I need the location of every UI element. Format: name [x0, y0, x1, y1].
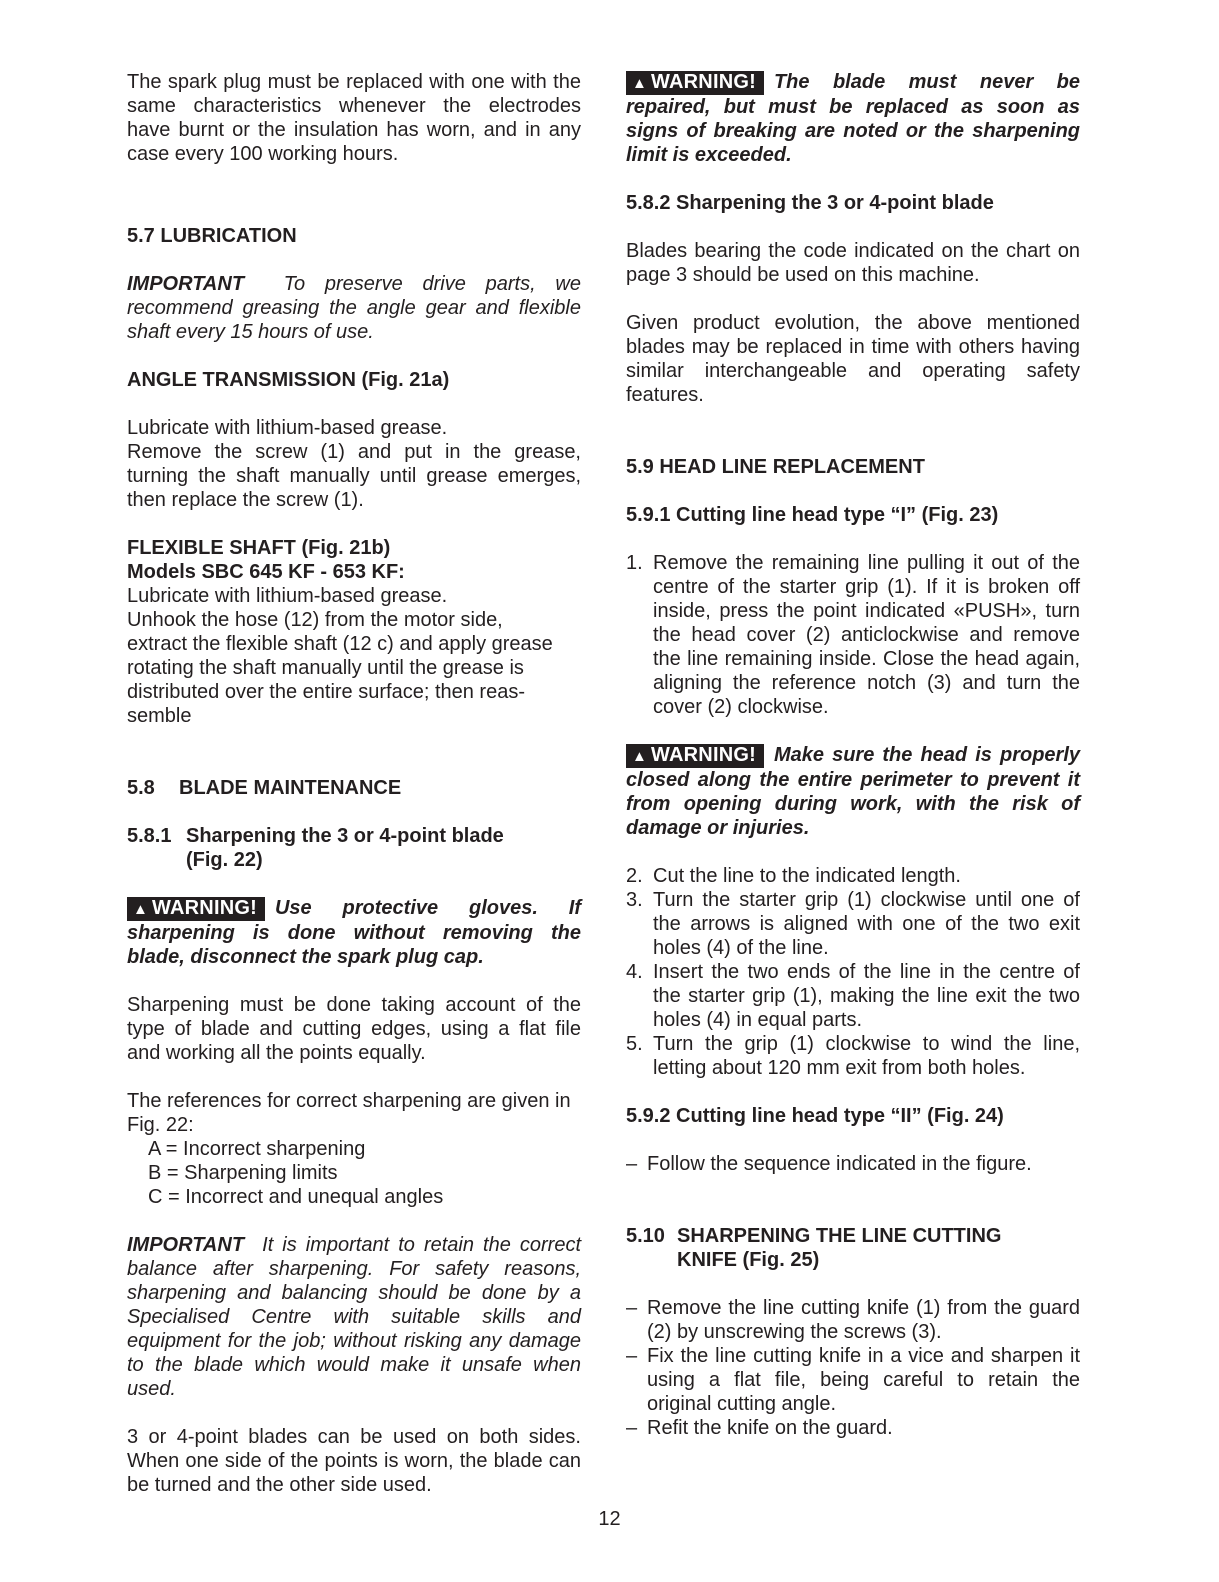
step-4 [626, 960, 1080, 1032]
step-2 [626, 864, 1080, 888]
step-text: Turn the grip (1) clockwise to wind the line, letting about 120 mm exit from both holes. [653, 1033, 1080, 1079]
page-number: 12 [598, 1508, 621, 1530]
warning-badge [626, 744, 764, 768]
sharpening-heading-text: Sharpening the 3 or 4-point blade [186, 825, 504, 847]
knife-item-text: Fix the line cutting knife in a vice and sharpen it using a flat file, being careful to retain the original cutting angle. [647, 1345, 1080, 1415]
flex-line-4: rotating the shaft manually until the grease is [127, 657, 524, 679]
right-column [626, 70, 1080, 1440]
type-2-item-text: Follow the sequence indicated in the figure. [647, 1153, 1032, 1175]
angle-paragraph-2: Remove the screw (1) and put in the grease, turning the shaft manually until grease emerges, then replace the screw (1). [127, 441, 581, 511]
warning-triangle-icon: ▲ [133, 901, 149, 918]
type-2-item [626, 1152, 1080, 1176]
step-number: 4. [626, 961, 643, 983]
step-text: Remove the remaining line pulling it out of the centre of the starter grip (1). If it is broken off inside, press the point indicated «PUSH», turn the head cover (2) anticlockwise and remove the line remaining inside. Close the head again, aligning the reference notch (3) and turn the cover (2) clockwise. [653, 552, 1080, 718]
spark-plug-paragraph: The spark plug must be replaced with one with the same characteristics whenever the electrodes have burnt or the insulation has worn, and in any case every 100 working hours. [127, 71, 581, 165]
knife-heading-text: SHARPENING THE LINE CUTTING [677, 1225, 1002, 1247]
blade-maintenance-heading [127, 776, 581, 800]
type-2-heading: 5.9.2 Cutting line head type “II” (Fig. 24) [626, 1105, 1004, 1127]
blade-heading-number: 5.8 [127, 777, 155, 799]
step-5 [626, 1032, 1080, 1080]
knife-item-1 [626, 1296, 1080, 1344]
knife-item-3 [626, 1416, 1080, 1440]
step-text: Turn the starter grip (1) clockwise until one of the arrows is aligned with one of the two exit holes (4) of the line. [653, 889, 1080, 959]
type-1-heading: 5.9.1 Cutting line head type “I” (Fig. 23) [626, 504, 999, 526]
step-number: 2. [626, 865, 643, 887]
warning-badge-label: WARNING! [152, 897, 257, 919]
left-column [127, 70, 581, 1497]
reference-b: B = Sharpening limits [148, 1162, 338, 1184]
sharpening-paragraph: Sharpening must be done taking account of the type of blade and cutting edges, using a flat file and working all the points equally. [127, 994, 581, 1064]
knife-item-text: Remove the line cutting knife (1) from the guard (2) by unscrewing the screws (3). [647, 1297, 1080, 1343]
flex-line-2: Unhook the hose (12) from the motor side, [127, 609, 503, 631]
lubrication-heading: 5.7 LUBRICATION [127, 225, 297, 247]
step-3 [626, 888, 1080, 960]
dash-bullet: – [626, 1153, 638, 1175]
blades-code-paragraph: Blades bearing the code indicated on the chart on page 3 should be used on this machine. [626, 240, 1080, 286]
step-1 [626, 551, 1080, 719]
dash-bullet: – [626, 1345, 638, 1367]
flex-line-3: extract the flexible shaft (12 c) and apply grease [127, 633, 553, 655]
sharpening-heading [127, 824, 581, 848]
step-text: Cut the line to the indicated length. [653, 865, 961, 887]
blade-sides-paragraph: 3 or 4-point blades can be used on both sides. When one side of the points is worn, the blade can be turned and the other side used. [127, 1426, 581, 1496]
sharpening-heading-number: 5.8.1 [127, 825, 172, 847]
sharpening-heading-fig: (Fig. 22) [186, 849, 263, 871]
warning-blade-repair-text: The blade must never be repaired, but must be replaced as soon as signs of breaking are noted or the sharpening limit is exceeded. [626, 71, 1080, 166]
step-number: 5. [626, 1033, 643, 1055]
warning-badge [127, 897, 265, 921]
important-label-2: IMPORTANT [127, 1234, 245, 1256]
knife-heading-number: 5.10 [626, 1225, 665, 1247]
references-list [127, 1137, 581, 1209]
flexible-shaft-models: Models SBC 645 KF - 653 KF: [127, 561, 405, 583]
reference-c: C = Incorrect and unequal angles [148, 1186, 444, 1208]
balance-important-text: It is important to retain the correct balance after sharpening. For safety reasons, sharpening and balancing should be done by a Specialised Centre with suitable skills and equipment for the job; without risking any damage to the blade which would make it unsafe when used. [127, 1234, 581, 1400]
angle-transmission-heading: ANGLE TRANSMISSION (Fig. 21a) [127, 369, 450, 391]
warning-triangle-icon: ▲ [632, 75, 648, 92]
dash-bullet: – [626, 1417, 638, 1439]
step-number: 1. [626, 552, 643, 574]
warning-badge [626, 71, 764, 95]
lubrication-important-note [127, 272, 581, 344]
knife-heading [626, 1224, 1080, 1248]
step-text: Insert the two ends of the line in the centre of the starter grip (1), making the line exit the two holes (4) in equal parts. [653, 961, 1080, 1031]
knife-item-text: Refit the knife on the guard. [647, 1417, 893, 1439]
blade-heading-text: BLADE MAINTENANCE [179, 777, 402, 799]
angle-paragraph-1: Lubricate with lithium-based grease. [127, 417, 448, 439]
important-label: IMPORTANT [127, 273, 245, 295]
warning-badge-label: WARNING! [651, 71, 756, 93]
knife-item-2 [626, 1344, 1080, 1416]
flex-line-1: Lubricate with lithium-based grease. [127, 585, 448, 607]
warning-gloves [127, 896, 581, 969]
flex-line-6: semble [127, 705, 192, 727]
references-paragraph: The references for correct sharpening are given in Fig. 22: [127, 1090, 571, 1136]
warning-blade-repair [626, 70, 1080, 167]
lubrication-important-text: To preserve drive parts, we recommend greasing the angle gear and flexible shaft every 15 hours of use. [127, 273, 581, 343]
flexible-shaft-heading: FLEXIBLE SHAFT (Fig. 21b) [127, 537, 391, 559]
balance-important-note [127, 1233, 581, 1401]
head-line-heading: 5.9 HEAD LINE REPLACEMENT [626, 456, 925, 478]
step-number: 3. [626, 889, 643, 911]
product-evolution-paragraph: Given product evolution, the above mentioned blades may be replaced in time with others having similar interchangeable and operating safety features. [626, 312, 1080, 406]
sharpening-2-heading: 5.8.2 Sharpening the 3 or 4-point blade [626, 192, 994, 214]
flex-line-5: distributed over the entire surface; then reas- [127, 681, 525, 703]
warning-gloves-text: Use protective gloves. If sharpening is done without removing the blade, disconnect the spark plug cap. [127, 897, 581, 968]
knife-heading-fig: KNIFE (Fig. 25) [677, 1249, 820, 1271]
reference-a: A = Incorrect sharpening [148, 1138, 366, 1160]
warning-triangle-icon: ▲ [632, 748, 648, 765]
warning-badge-label: WARNING! [651, 744, 756, 766]
dash-bullet: – [626, 1297, 638, 1319]
warning-head-closed [626, 743, 1080, 840]
warning-head-closed-text: Make sure the head is properly closed along the entire perimeter to prevent it from opening during work, with the risk of damage or injuries. [626, 744, 1080, 839]
